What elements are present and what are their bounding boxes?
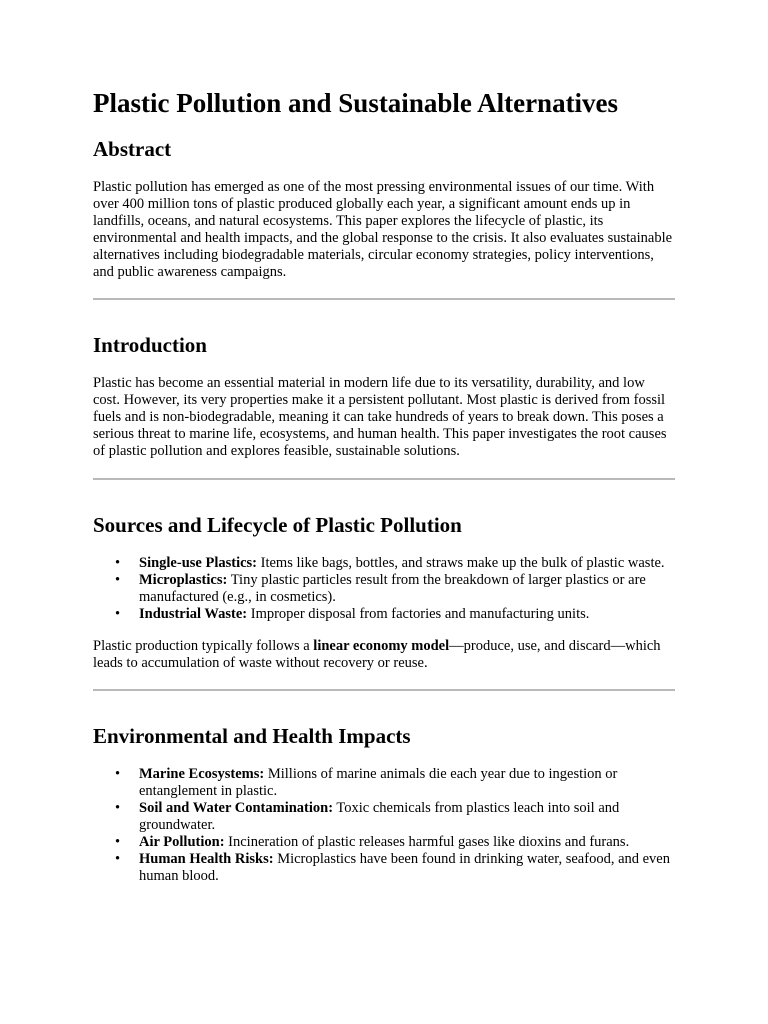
list-item-term: Single-use Plastics:: [139, 555, 258, 571]
list-item: [115, 851, 675, 885]
sources-paragraph-text: —produce, use, and discard—which leads to accumulation of waste without recovery or reuse.: [93, 638, 661, 671]
document-title: Plastic Pollution and Sustainable Alternatives: [93, 88, 619, 118]
bullet-icon: •: [115, 572, 121, 588]
section-divider: [93, 478, 675, 480]
list-item-description: Microplastics have been found in drinking water, seafood, and even human blood.: [139, 851, 670, 884]
list-item-term: Air Pollution:: [139, 834, 225, 850]
impacts-list: [93, 766, 675, 885]
sources-paragraph-text: Plastic production typically follows a: [93, 638, 314, 654]
list-item-term: Microplastics:: [139, 572, 228, 588]
list-item-term: Marine Ecosystems:: [139, 766, 265, 782]
abstract-heading: Abstract: [93, 137, 172, 161]
sources-list: [93, 555, 675, 623]
bullet-icon: •: [115, 555, 121, 571]
list-item-term: Human Health Risks:: [139, 851, 274, 867]
list-item-term: Soil and Water Contamination:: [139, 800, 334, 816]
list-item-description: Toxic chemicals from plastics leach into soil and groundwater.: [139, 800, 620, 833]
bullet-icon: •: [115, 800, 121, 816]
sources-paragraph: [93, 638, 675, 672]
bullet-icon: •: [115, 766, 121, 782]
bullet-icon: •: [115, 851, 121, 867]
section-divider: [93, 298, 675, 300]
list-item: [115, 572, 675, 606]
sources-heading: Sources and Lifecycle of Plastic Pollution: [93, 513, 462, 537]
section-divider: [93, 689, 675, 691]
list-item-description: Millions of marine animals die each year due to ingestion or entanglement in plastic.: [139, 766, 618, 799]
impacts-heading: Environmental and Health Impacts: [93, 724, 411, 748]
sources-paragraph-bold: linear economy model: [313, 638, 450, 654]
bullet-icon: •: [115, 606, 121, 622]
abstract-paragraph: Plastic pollution has emerged as one of the most pressing environmental issues of our time. With over 400 million tons of plastic produced globally each year, a significant amount ends up in landfills, oceans, and natural ecosystems. This paper explores the lifecycle of plastic, its environmental and health impacts, and the global response to the crisis. It also evaluates sustainable alternatives including biodegradable materials, circular economy strategies, policy interventions, and public awareness campaigns.: [93, 179, 673, 280]
list-item: [115, 606, 675, 623]
list-item-description: Items like bags, bottles, and straws make up the bulk of plastic waste.: [257, 555, 665, 571]
list-item: [115, 800, 675, 834]
list-item-term: Industrial Waste:: [139, 606, 248, 622]
list-item-description: Tiny plastic particles result from the breakdown of larger plastics or are manufactured (e.g., in cosmetics).: [139, 572, 646, 605]
list-item: [115, 555, 675, 572]
introduction-heading: Introduction: [93, 333, 207, 357]
list-item-description: Improper disposal from factories and manufacturing units.: [247, 606, 590, 622]
introduction-paragraph: Plastic has become an essential material in modern life due to its versatility, durability, and low cost. However, its very properties make it a persistent pollutant. Most plastic is derived from fossil fuels and is non-biodegradable, meaning it can take hundreds of years to break down. This poses a serious threat to marine life, ecosystems, and human health. This paper investigates the root causes of plastic pollution and explores feasible, sustainable solutions.: [93, 375, 667, 459]
list-item: [115, 834, 675, 851]
bullet-icon: •: [115, 834, 121, 850]
list-item-description: Incineration of plastic releases harmful gases like dioxins and furans.: [224, 834, 630, 850]
list-item: [115, 766, 675, 800]
